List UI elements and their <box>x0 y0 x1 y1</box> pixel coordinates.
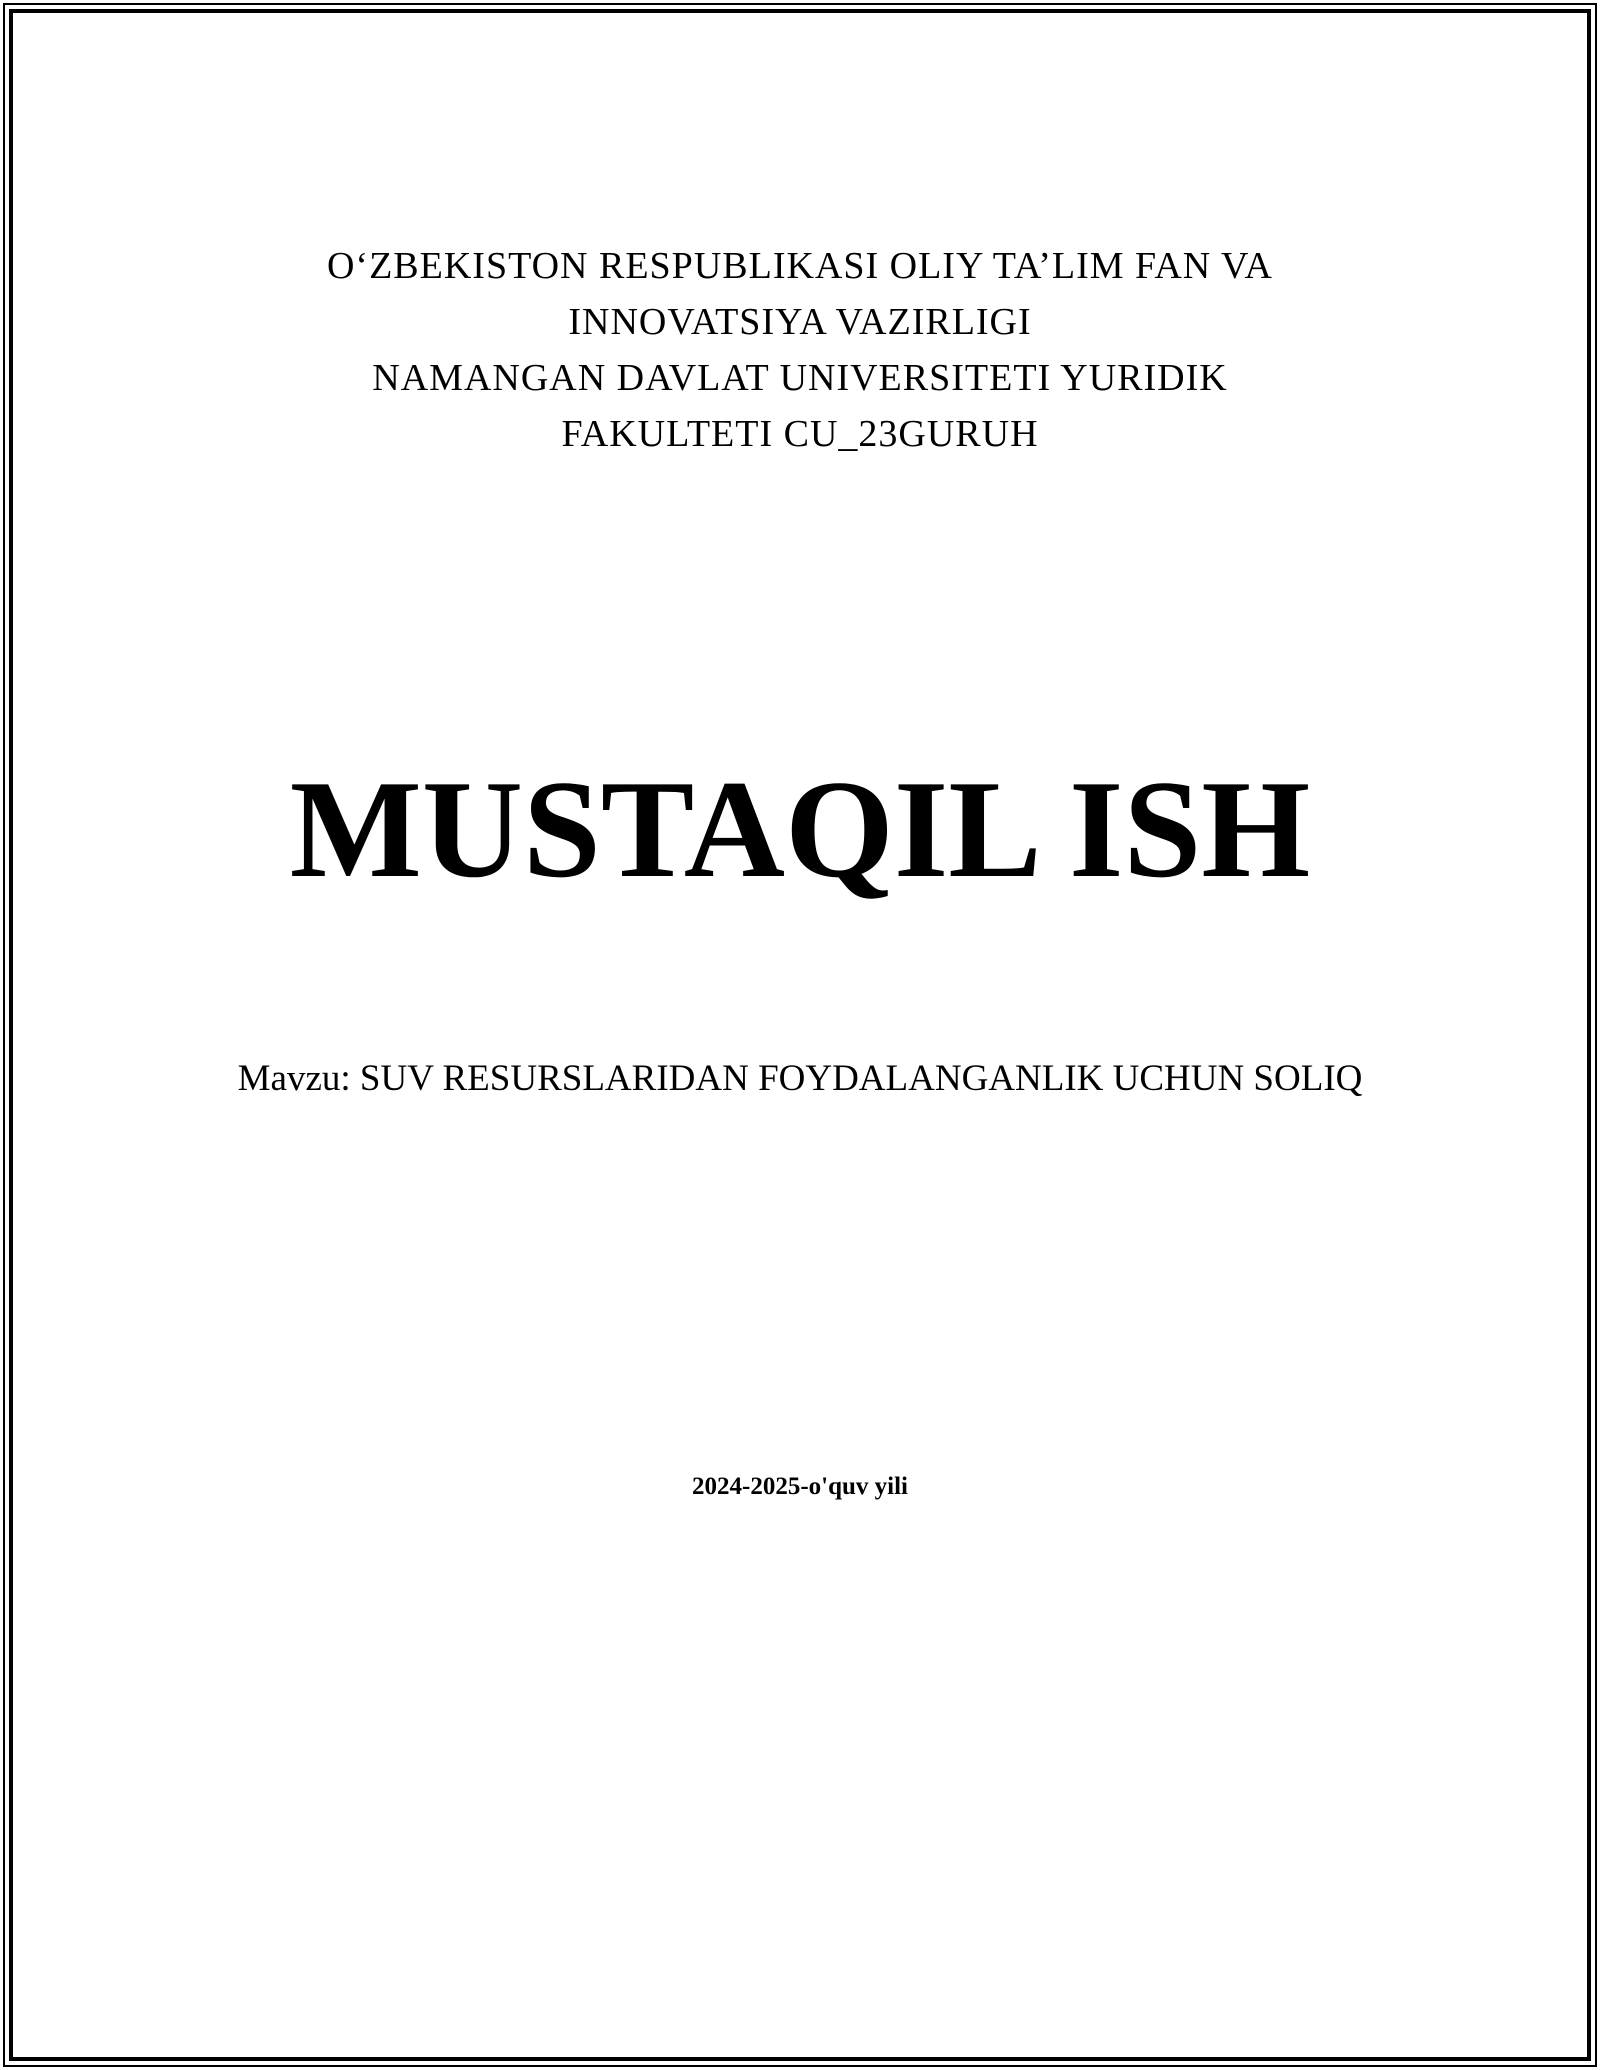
header-line-faculty-group: FAKULTETI CU_23GURUH <box>561 413 1039 455</box>
ministry-university-header <box>60 238 1540 462</box>
document-title: MUSTAQIL ISH <box>289 752 1311 907</box>
header-line-ministry-2: INNOVATSIYA VAZIRLIGI <box>568 301 1032 343</box>
academic-year: 2024-2025-o'quv yili <box>692 1473 908 1500</box>
header-line-ministry-1: O‘ZBEKISTON RESPUBLIKASI OLIY TA’LIM FAN VA <box>326 245 1274 287</box>
topic-line: Mavzu: SUV RESURSLARIDAN FOYDALANGANLIK UCHUN SOLIQ <box>237 1058 1363 1099</box>
header-line-university: NAMANGAN DAVLAT UNIVERSITETI YURIDIK <box>372 357 1228 399</box>
